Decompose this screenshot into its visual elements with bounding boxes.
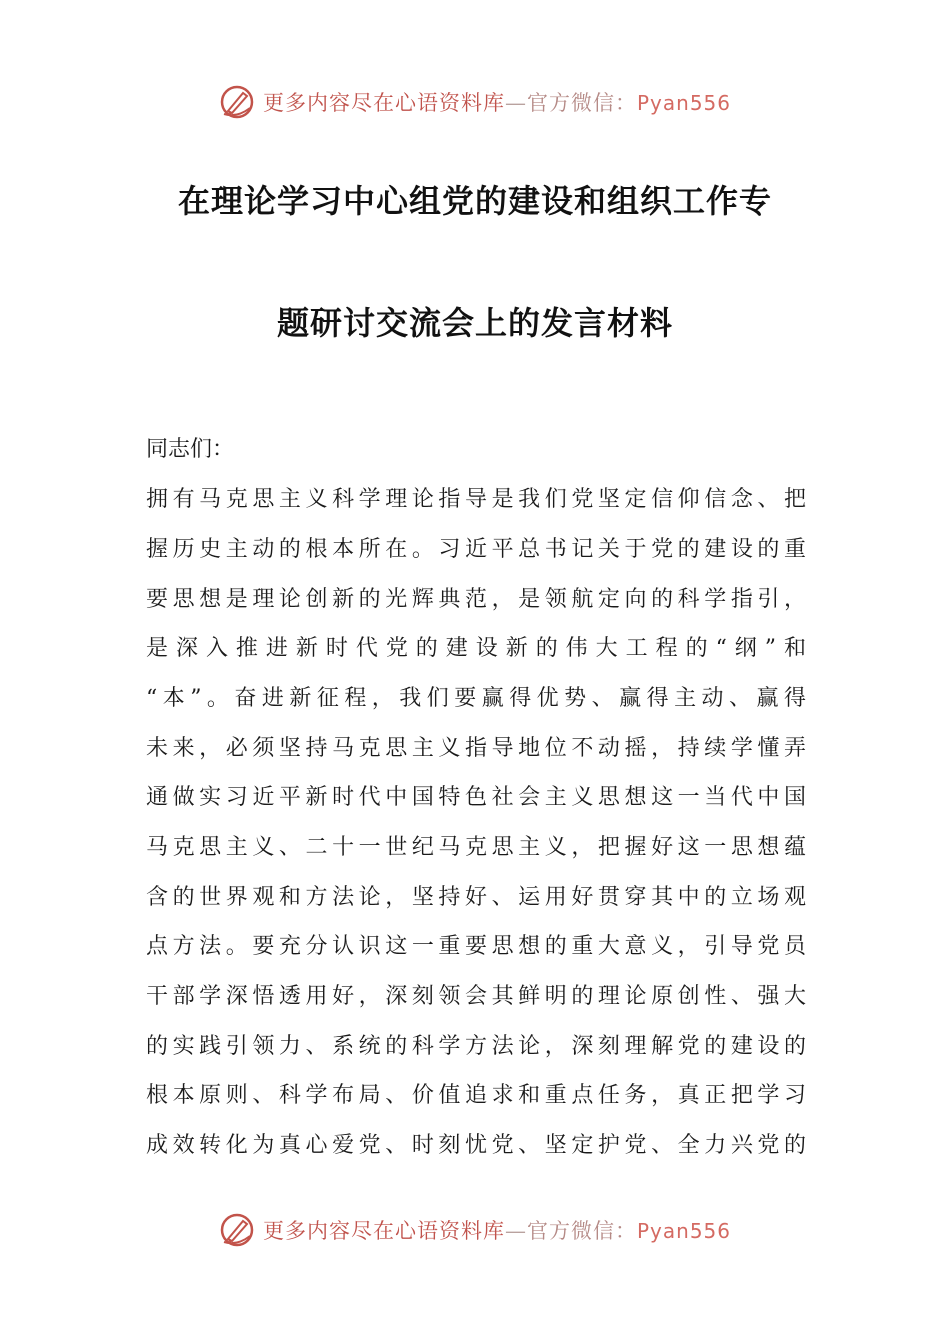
pen-logo-icon xyxy=(219,1212,255,1248)
body-line: 未来，必须坚持马克思主义指导地位不动摇，持续学懂弄 xyxy=(146,736,806,761)
body-line: 握历史主动的根本所在。习近平总书记关于党的建设的重 xyxy=(146,537,806,562)
body-line: 通做实习近平新时代中国特色社会主义思想这一当代中国 xyxy=(146,785,806,810)
body-line: 要思想是理论创新的光辉典范，是领航定向的科学指引， xyxy=(146,587,806,612)
document-title-line-2: 题研讨交流会上的发言材料 xyxy=(276,304,673,342)
watermark-wechat-id: Pyan556 xyxy=(636,91,731,115)
body-line: 是深入推进新时代党的建设新的伟大工程的“纲”和 xyxy=(146,636,806,661)
body-line: 成效转化为真心爱党、时刻忧党、坚定护党、全力兴党的 xyxy=(146,1133,806,1158)
body-line: 点方法。要充分认识这一重要思想的重大意义，引导党员 xyxy=(146,934,806,959)
watermark-separator: — xyxy=(504,1219,527,1243)
watermark-wechat-label: 官方微信： xyxy=(526,1219,637,1243)
pen-logo-icon xyxy=(219,84,255,120)
body-line: 拥有马克思主义科学理论指导是我们党坚定信仰信念、把 xyxy=(146,487,806,512)
watermark-header xyxy=(0,82,950,122)
salutation: 同志们： xyxy=(146,437,235,462)
watermark-wechat-id: Pyan556 xyxy=(636,1219,731,1243)
watermark-wechat-label: 官方微信： xyxy=(526,91,637,115)
body-line: “本”。奋进新征程，我们要赢得优势、赢得主动、赢得 xyxy=(146,686,806,711)
document-title-line-1: 在理论学习中心组党的建设和组织工作专 xyxy=(177,182,772,220)
watermark-separator: — xyxy=(504,91,527,115)
body-line: 根本原则、科学布局、价值追求和重点任务，真正把学习 xyxy=(146,1083,806,1108)
watermark-text xyxy=(263,1215,731,1245)
watermark-site-name: 更多内容尽在心语资料库 xyxy=(262,91,505,115)
body-line: 干部学深悟透用好，深刻领会其鲜明的理论原创性、强大 xyxy=(146,984,806,1009)
watermark-footer xyxy=(0,1210,950,1250)
body-line: 马克思主义、二十一世纪马克思主义，把握好这一思想蕴 xyxy=(146,835,806,860)
watermark-text xyxy=(263,87,731,117)
body-line: 含的世界观和方法论，坚持好、运用好贯穿其中的立场观 xyxy=(146,885,806,910)
body-line: 的实践引领力、系统的科学方法论，深刻理解党的建设的 xyxy=(146,1034,806,1059)
watermark-site-name: 更多内容尽在心语资料库 xyxy=(262,1219,505,1243)
